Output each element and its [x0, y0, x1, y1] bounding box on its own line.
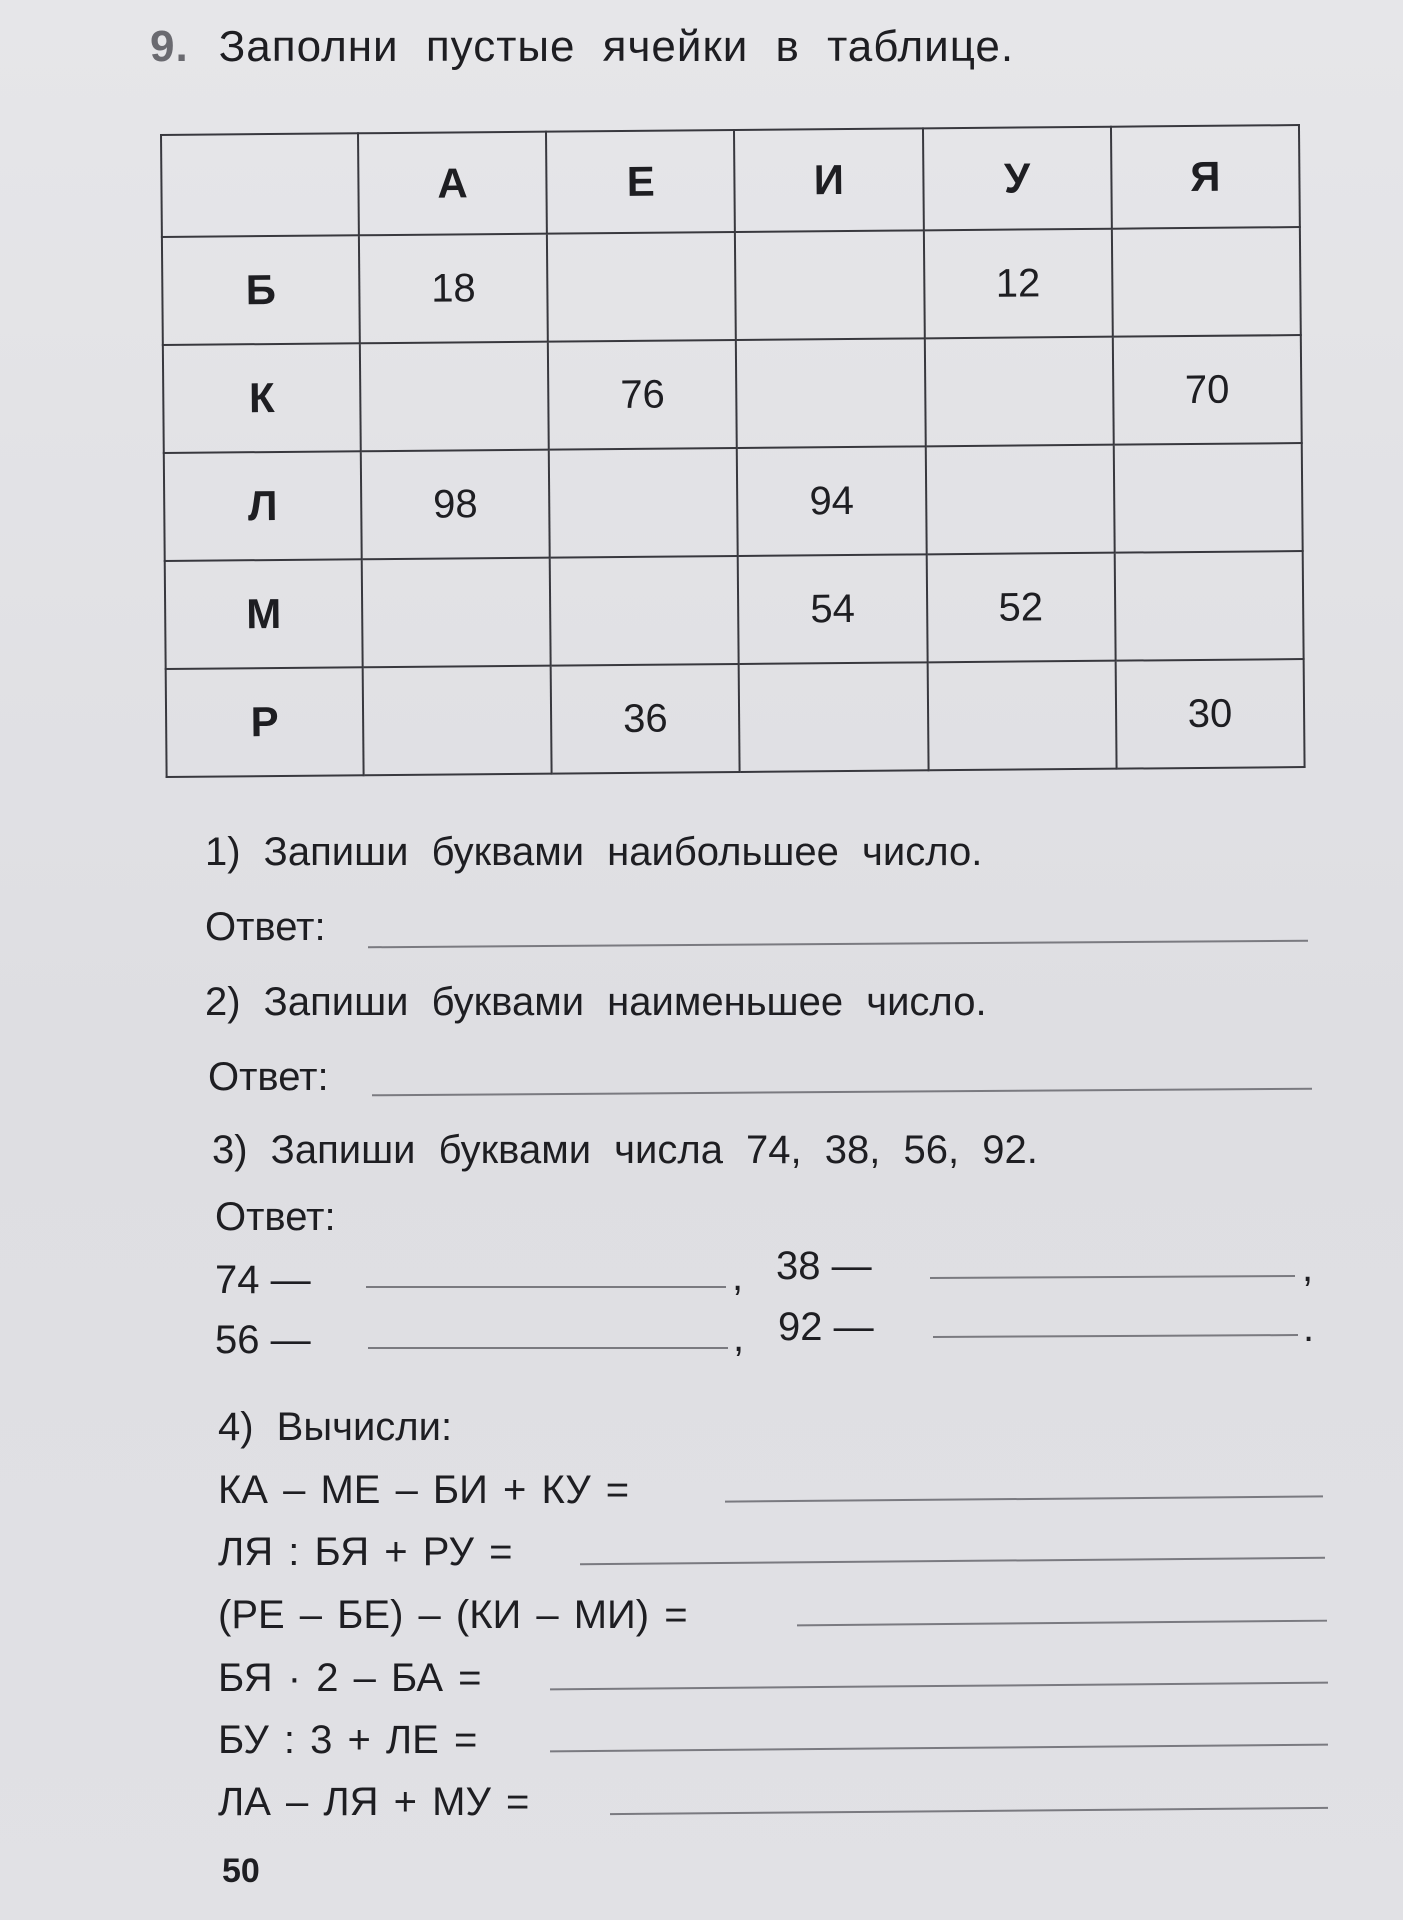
expression-answer-line[interactable] [797, 1620, 1327, 1627]
expression-5: БУ : 3 + ЛЕ = [218, 1718, 478, 1762]
column-header: У [923, 127, 1112, 231]
expression-3: (РЕ – БЕ) – (КИ – МИ) = [218, 1593, 688, 1637]
table-row [164, 443, 1303, 561]
table-cell[interactable]: 12 [923, 229, 1112, 339]
answer-label-2: Ответ: [208, 1055, 329, 1099]
expression-answer-line[interactable] [550, 1744, 1328, 1753]
separator-comma: , [732, 1255, 744, 1299]
number-74-label: 74 — [215, 1258, 311, 1302]
table-cell[interactable]: 52 [926, 553, 1115, 663]
table-cell[interactable] [363, 666, 552, 776]
table-row [165, 551, 1304, 669]
row-header: К [163, 343, 361, 453]
table-cell[interactable]: 70 [1113, 335, 1302, 445]
table-cell[interactable]: 76 [548, 340, 737, 450]
row-header: Л [164, 451, 362, 561]
table-cell[interactable]: 94 [737, 446, 926, 556]
table-cell[interactable] [736, 338, 925, 448]
table-cell[interactable] [924, 337, 1113, 447]
letter-number-table [160, 124, 1306, 778]
column-header: Я [1111, 125, 1300, 229]
table-cell[interactable]: 30 [1115, 659, 1304, 769]
table-cell[interactable]: 54 [738, 554, 927, 664]
question-1: 1) Запиши буквами наибольшее число. [205, 830, 983, 874]
table-cell[interactable]: 18 [359, 234, 548, 344]
table-cell[interactable] [549, 448, 738, 558]
expression-answer-line[interactable] [610, 1807, 1328, 1815]
answer-line-74[interactable] [366, 1286, 726, 1288]
answer-line-38[interactable] [930, 1275, 1295, 1279]
table-cell[interactable] [1112, 227, 1301, 337]
column-header: Е [546, 130, 735, 234]
task-number: 9. [150, 22, 189, 71]
question-4: 4) Вычисли: [218, 1405, 453, 1449]
expression-1: КА – МЕ – БИ + КУ = [218, 1468, 630, 1512]
answer-line-56[interactable] [368, 1347, 728, 1349]
column-header: И [734, 128, 923, 232]
table-cell[interactable] [925, 445, 1114, 555]
row-header: Б [162, 235, 360, 345]
page-number: 50 [222, 1852, 260, 1890]
corner-cell [161, 133, 359, 237]
expression-answer-line[interactable] [580, 1557, 1325, 1566]
separator-period: . [1303, 1306, 1315, 1350]
table-cell[interactable] [1114, 551, 1303, 661]
expression-2: ЛЯ : БЯ + РУ = [218, 1530, 513, 1574]
answer-line-2[interactable] [372, 1088, 1312, 1097]
table-cell[interactable] [927, 661, 1116, 771]
table-cell[interactable] [362, 558, 551, 668]
expression-answer-line[interactable] [725, 1495, 1323, 1502]
number-92-label: 92 — [778, 1305, 874, 1349]
question-2: 2) Запиши буквами наименьшее число. [205, 980, 987, 1024]
question-3: 3) Запиши буквами числа 74, 38, 56, 92. [212, 1128, 1038, 1172]
table-row [163, 335, 1302, 453]
table-cell[interactable] [360, 342, 549, 452]
row-header: М [165, 559, 363, 669]
table-cell[interactable] [735, 230, 924, 340]
table-cell[interactable]: 36 [551, 664, 740, 774]
answer-label-3: Ответ: [215, 1195, 336, 1239]
table-row [162, 227, 1301, 345]
table-cell[interactable] [739, 662, 928, 772]
expression-answer-line[interactable] [550, 1682, 1328, 1691]
task-header [150, 22, 1014, 72]
separator-comma: , [1302, 1246, 1314, 1290]
column-header: А [358, 132, 547, 236]
answer-line-1[interactable] [368, 940, 1308, 949]
table-row [166, 659, 1305, 777]
table-cell[interactable] [1113, 443, 1302, 553]
answer-line-92[interactable] [933, 1334, 1298, 1338]
expression-6: ЛА – ЛЯ + МУ = [218, 1780, 530, 1824]
number-38-label: 38 — [776, 1244, 872, 1288]
table-cell[interactable] [547, 232, 736, 342]
table-cell[interactable]: 98 [361, 450, 550, 560]
number-56-label: 56 — [215, 1318, 311, 1362]
table-cell[interactable] [550, 556, 739, 666]
separator-comma: , [733, 1316, 745, 1360]
row-header: Р [166, 667, 364, 777]
table-header-row [161, 125, 1300, 237]
answer-label-1: Ответ: [205, 905, 326, 949]
expression-4: БЯ · 2 – БА = [218, 1656, 482, 1700]
task-title: Заполни пустые ячейки в таблице. [218, 22, 1015, 71]
